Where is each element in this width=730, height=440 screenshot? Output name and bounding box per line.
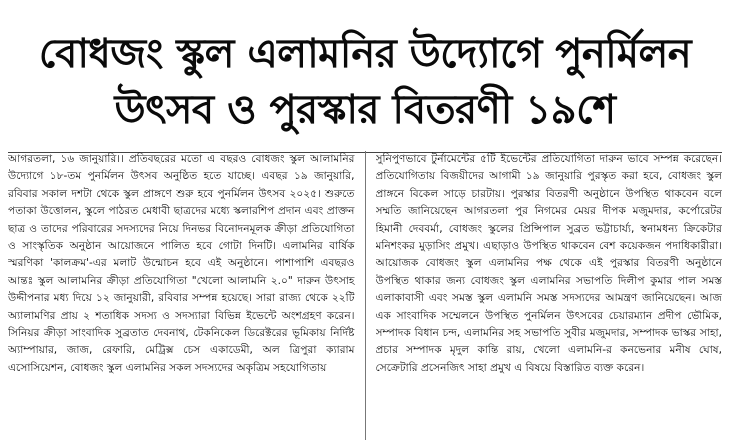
headline xyxy=(8,26,722,138)
column-divider xyxy=(365,151,366,440)
article-text-left: আগরতলা, ১৬ জানুয়ারি।। প্রতিবছরের মতো এ বছরও বোধজং স্কুল আলামনির উদ্যোগে ১৮-তম পুনর্মিলন উৎসব অনুষ্ঠিত হতে যাচ্ছে। এবছর ১৯ জানুয়ারি, রবিবার সকাল দশটা থেকে স্কুল প্রাঙ্গণে শুরু হবে পুনর্মিলন উৎসব ২০২৫। শুরুতে পতাকা উত্তোলন, স্কুলে পাঠরত মেধাবী ছাত্রদের মধ্যে স্কলারশিপ প্রদান এবং প্রাক্তন ছাত্র ও তাদের পরিবারের সদস্যদের নিয়ে দিনভর বিনোদনমূলক ক্রীড়া প্রতিযোগিতা ও সাংস্কৃতিক অনুষ্ঠান আয়োজনে পালিত হবে গোটা দিনটি। এলামনির বার্ষিক স্মরণিকা 'কালক্রম'-এর মলাট উন্মোচন হবে এই অনুষ্ঠানে। পাশাপাশি এবছরও আন্তঃ স্কুল আলামনির ক্রীড়া প্রতিযোগিতা "খেলো আলামনি ২.০" দারুন উৎসাহ উদ্দীপনার মধ্য দিয়ে ১২ জানুয়ারী, রবিবার সম্পন্ন হয়েছে। সারা রাজ্য থেকে ২২টি অ্যালামণির প্রায় ২ শতাধিক সদস্য ও সদস্যারা বিভিন্ন ইভেন্টে অংশগ্রহণ করেন। সিনিয়র ক্রীড়া সাংবাদিক সুব্রতাত দেবনাথ, টেকনিকেল ডিরেক্টরের ভূমিকায় নির্দিষ্ট অ্যাম্পায়ার, জাজ, রেফারি, মেট্রিক্স চেস একাডেমী, অল ত্রিপুরা ক্যারাম এসোসিয়েশন, বোধজং স্কুল এলামনির সকল সদস্যদের অকৃত্রিম সহযোগিতায় xyxy=(8,153,355,374)
article-column-right xyxy=(376,151,723,440)
article-column-left xyxy=(8,151,355,440)
headline-line-2: উৎসব ও পুরস্কার বিতরণী ১৯শে xyxy=(114,87,616,133)
headline-line-1: বোধজং স্কুল এলামনির উদ্যোগে পুনর্মিলন xyxy=(38,31,692,77)
article-body xyxy=(8,151,722,440)
article-text-right: সুনিপুণভাবে টুর্নামেন্টের ৫টি ইভেন্টের প্রতিযোগিতা দারুন ভাবে সম্পন্ন করেছেন। প্রতিযোগিতায় বিজয়ীদের আগামী ১৯ জানুয়ারি পুরস্কৃত করা হবে, বোধজং স্কুল প্রাঙ্গনে বিকেল সাড়ে চারটায়। পুরস্কার বিতরণী অনুষ্ঠানে উপস্থিত থাকবেন বলে সম্মতি জানিয়েছেন আগরতলা পুর নিগমের মেয়র দীপক মজুমদার, কর্পোরেটর হিমানী দেববর্মা, বোধজং স্কুলের প্রিন্সিপাল সুব্রত ভট্টাচার্য্য, স্বনামধন্য ক্রিকেটার মনিশংকর মুড়াসিং প্রমুখ। এছাড়াও উপস্থিত থাকবেন বেশ কয়েকজন পদাধিকারীরা। আয়োজক বোধজং স্কুল এলামনির পক্ষ থেকে এই পুরস্কার বিতরণী অনুষ্ঠানে উপস্থিত থাকার জন্য বোধজং স্কুল এলামনির সভাপতি দিলীপ কুমার পাল সমস্ত এলাকাবাসী এবং সমস্ত স্কুল এলামনি সমস্ত সদস্যদের আমন্ত্রণ জানিয়েছেন। আজ এক সাংবাদিক সম্মেলনে উপস্থিত পুনর্মিলন উৎসবের চেয়ারম্যান প্রদীপ ভৌমিক, সম্পাদক বিধান চন্দ, এলামনির সহ সভাপতি সুবীর মজুমদার, সম্পাদক ভাস্কর সাহা, প্রচার সম্পাদক মৃদুল কান্তি রায়, খেলো এলামনি-র কনভেনার মনীষ ঘোষ, সেক্রেটারি প্রসেনজিৎ সাহা প্রমুখ এ বিষয়ে বিস্তারিত ব্যক্ত করেন। xyxy=(375,153,722,374)
